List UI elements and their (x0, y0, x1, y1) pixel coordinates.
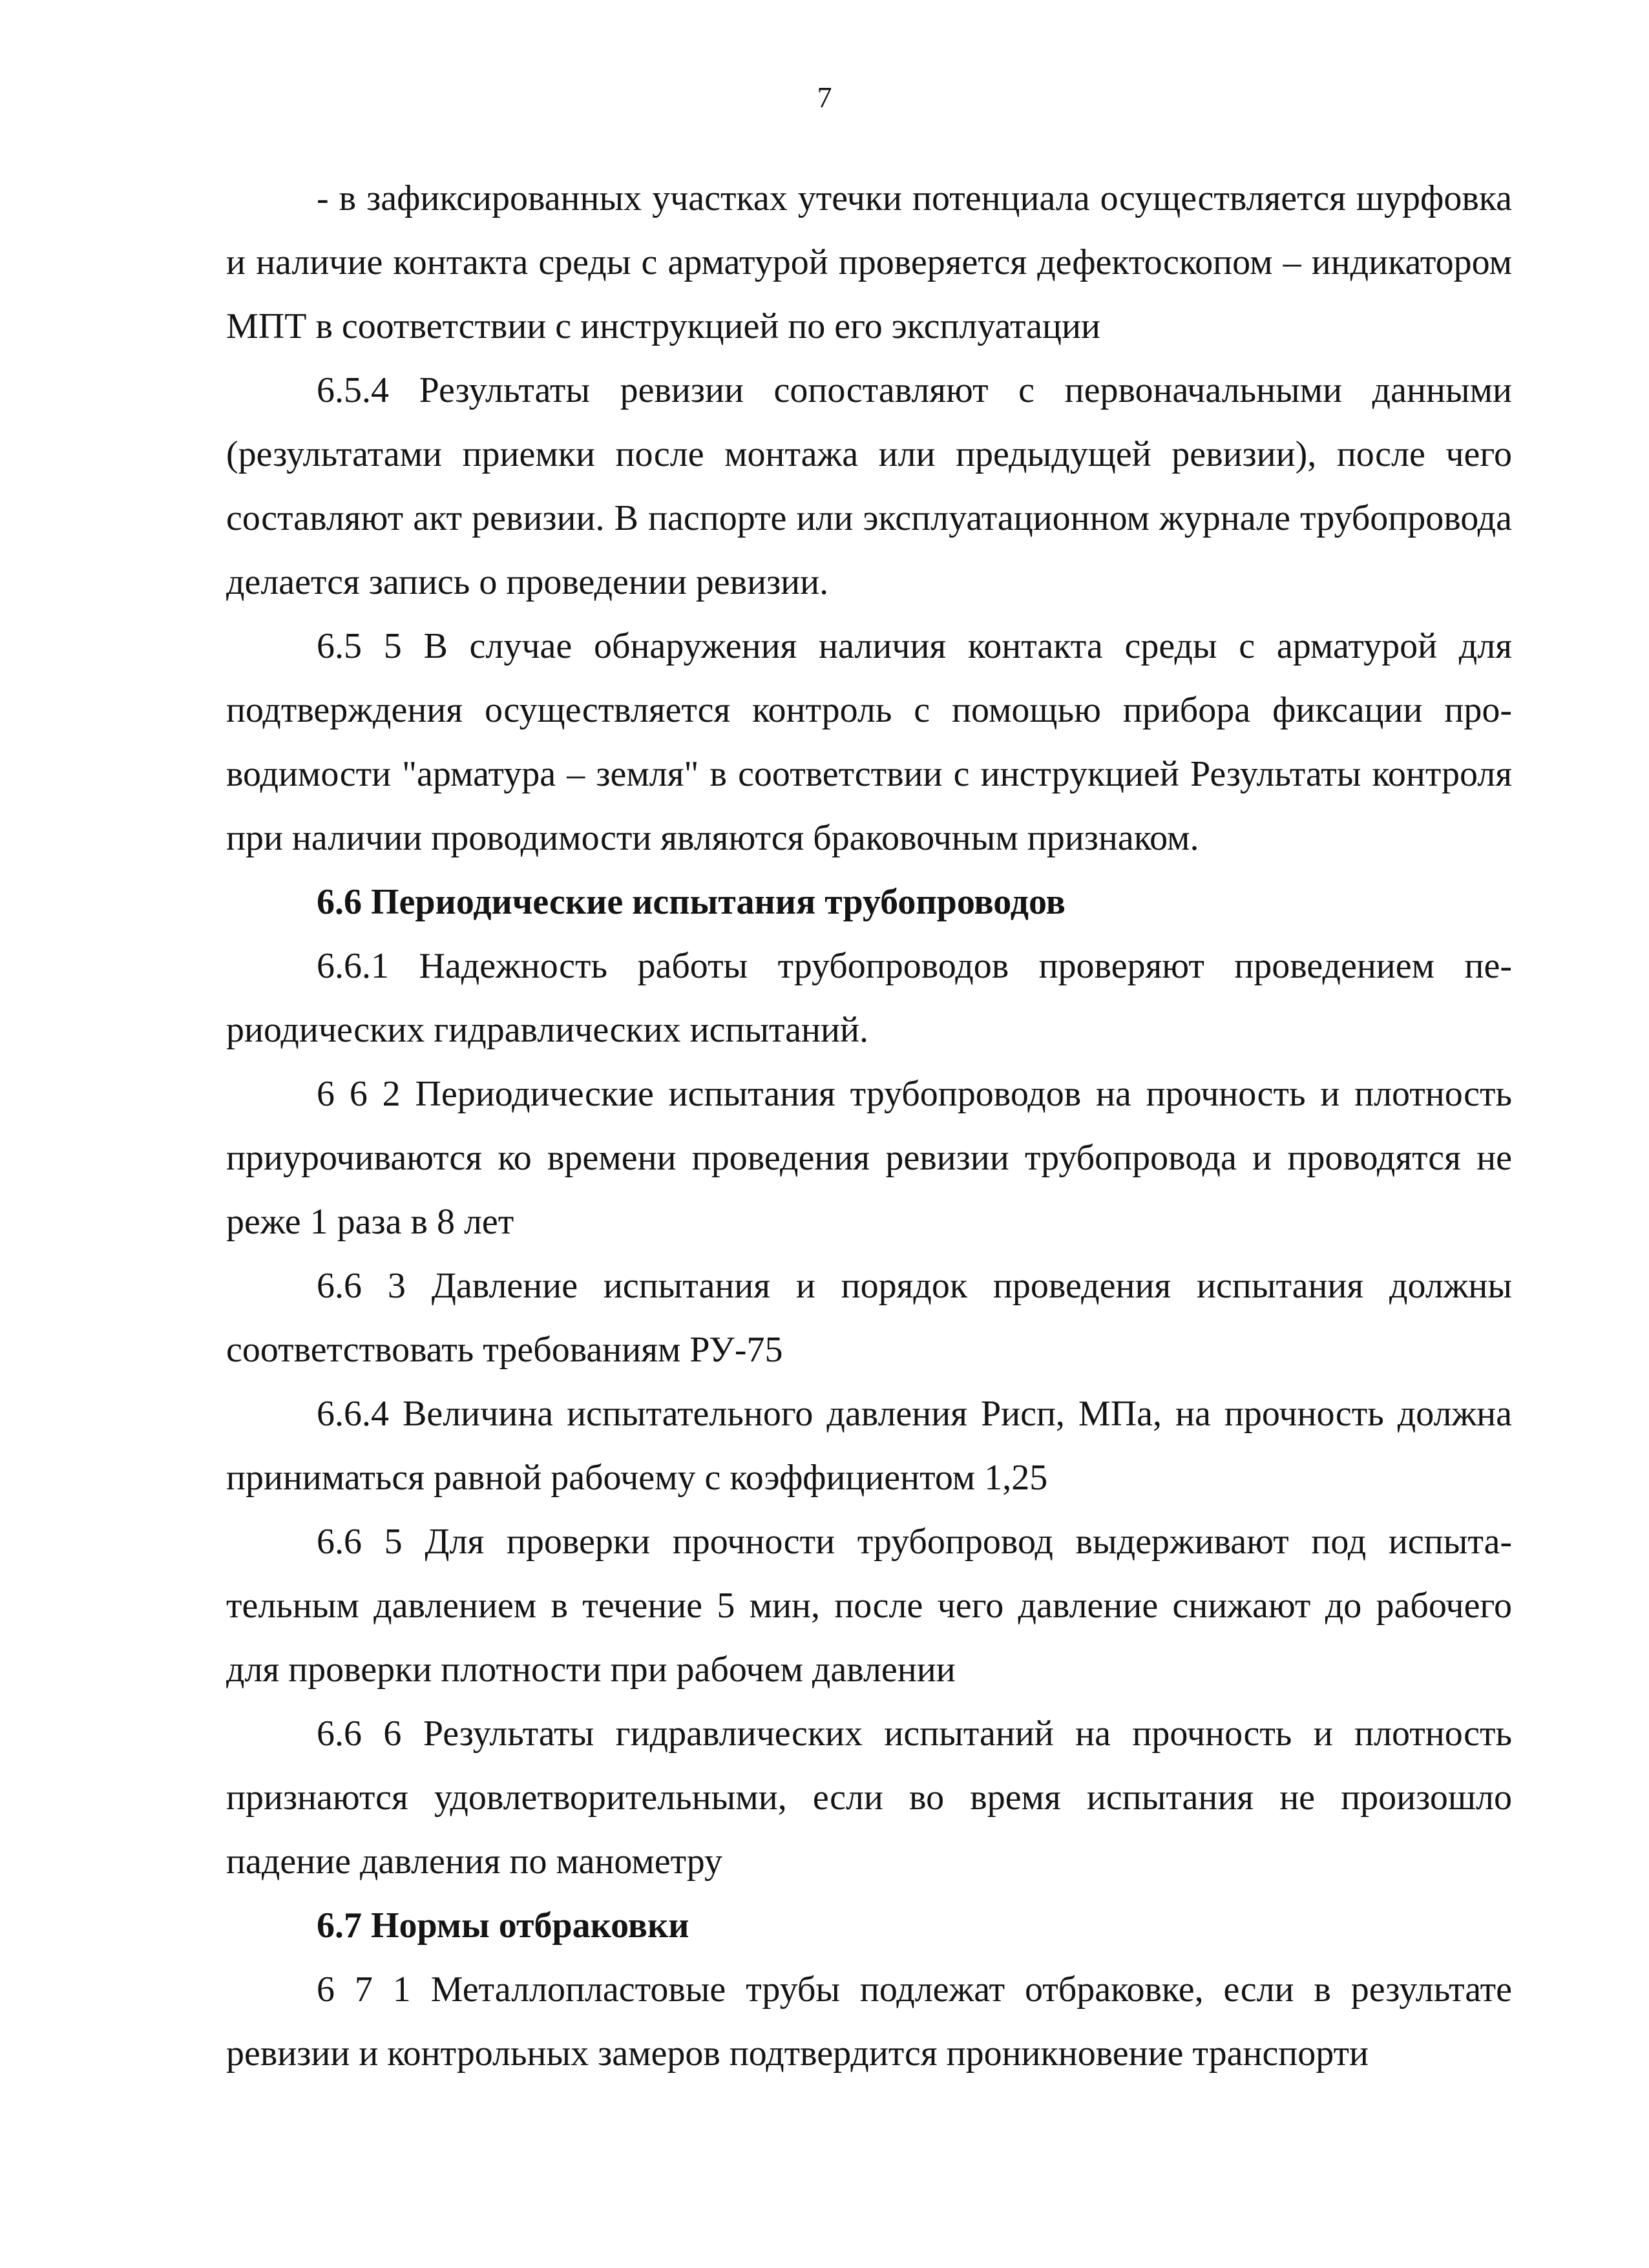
paragraph-6-6-4: 6.6.4 Величина испытательного давления Рисп, МПа, на прочность должна приниматься равной рабочему с коэффициентом 1,25 (226, 1394, 1512, 1498)
document-body (226, 167, 1512, 2086)
paragraph-6-7-1: 6 7 1 Металлопластовые трубы подлежат отбраковке, если в результате ревизии и контрольных замеров подтвердится проникновение транспорти (226, 1969, 1512, 2074)
paragraph-6-6-1: 6.6.1 Надежность работы трубопроводов проверяют проведением периодических гидравлических испытаний. (226, 946, 1512, 1050)
page-number: 7 (817, 81, 832, 114)
paragraph-6-6-3: 6.6 3 Давление испытания и порядок проведения испытания должны соответствовать требованиям РУ-75 (226, 1266, 1512, 1370)
section-heading-6-6: 6.6 Периодические испытания трубопроводов (317, 882, 1066, 922)
paragraph-6-6-6: 6.6 6 Результаты гидравлических испытаний на прочность и плотность признаются удовлетворительными, если во время испытания не произошло падение давления по манометру (226, 1714, 1512, 1882)
paragraph-leak-inspection: - в зафиксированных участках утечки потенциала осуществляется шурфовка и наличие контакта среды с арматурой проверяется дефектоскопом – индикатором МПТ в соответствии с инструкцией по его эксплуатации (226, 178, 1512, 346)
paragraph-6-5-4: 6.5.4 Результаты ревизии сопоставляют с первоначальными данными (результатами приемки после монтажа или предыдущей ревизии), после чего составляют акт ревизии. В паспорте или эксплуатационном журнале трубопровода делается запись о проведении ревизии. (226, 370, 1512, 602)
paragraph-6-5-5: 6.5 5 В случае обнаружения наличия контакта среды с арматурой для подтверждения осуществляется контроль с помощью прибора фиксации проводимости "арматура – земля" в соответствии с инструкцией Результаты контроля при наличии проводимости являются браковочным признаком. (226, 626, 1512, 858)
paragraph-6-6-5: 6.6 5 Для проверки прочности трубопровод выдерживают под испытательным давлением в течение 5 мин, после чего давление снижают до рабочего для проверки плотности при рабочем давлении (226, 1522, 1512, 1690)
paragraph-6-6-2: 6 6 2 Периодические испытания трубопроводов на прочность и плотность приурочиваются ко времени проведения ревизии трубопровода и проводятся не реже 1 раза в 8 лет (226, 1074, 1512, 1242)
section-heading-6-7: 6.7 Нормы отбраковки (317, 1906, 689, 1946)
